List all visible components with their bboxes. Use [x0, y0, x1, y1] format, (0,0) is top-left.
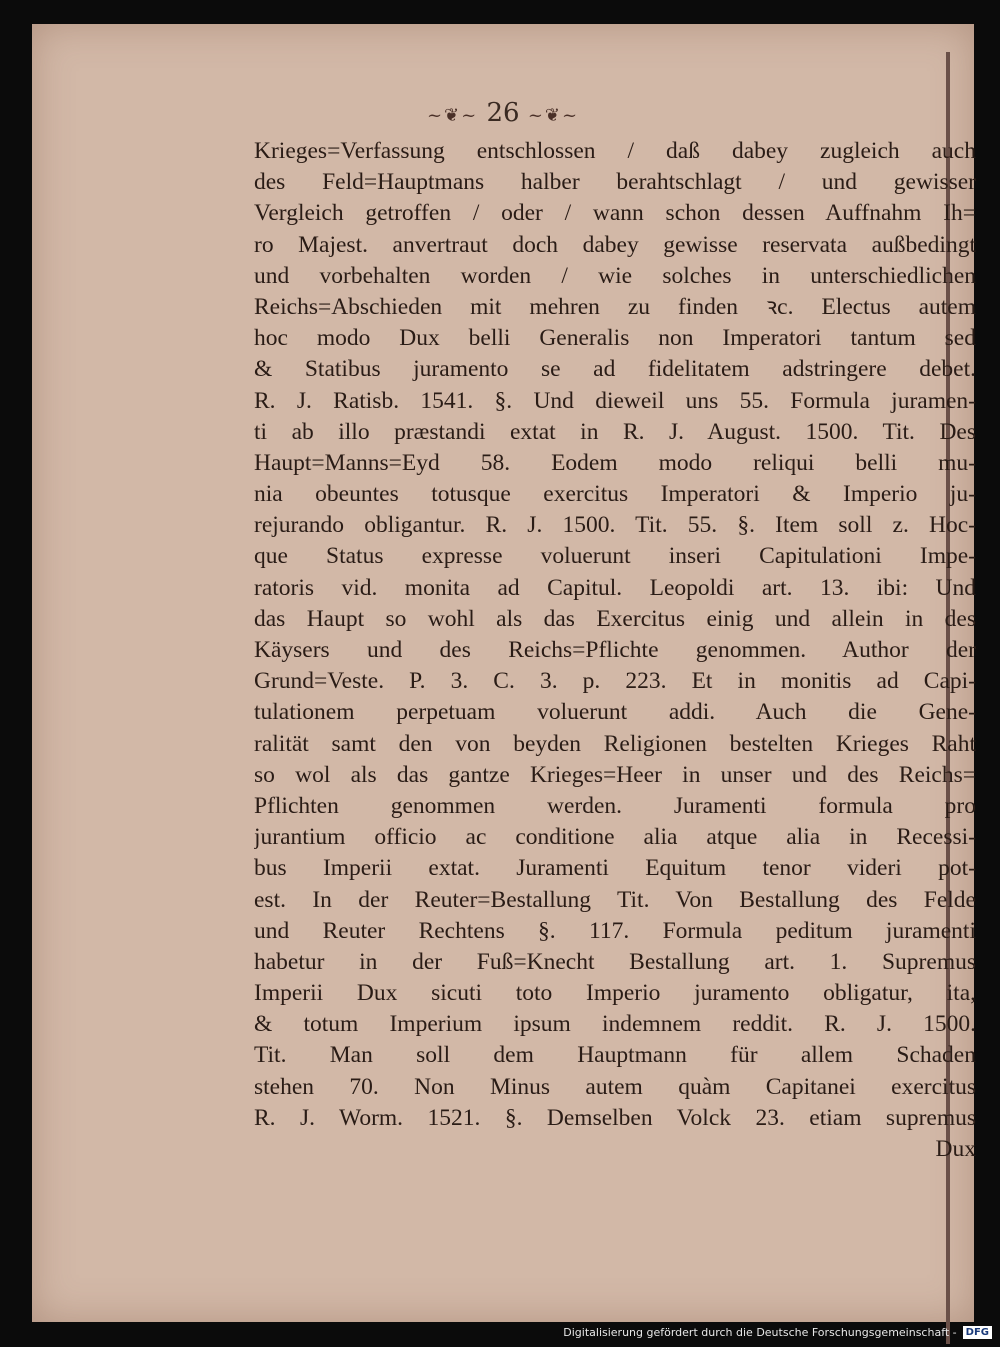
- text-line: das Haupt so wohl als das Exercitus einig und allein in des: [254, 605, 976, 632]
- text-line: ralität samt den von beyden Religionen bestelten Krieges Raht: [254, 730, 976, 757]
- text-line: ratoris vid. monita ad Capitul. Leopoldi art. 13. ibi: Und: [254, 574, 976, 601]
- text-line: und vorbehalten worden / wie solches in unterschiedlichen: [254, 262, 976, 289]
- text-line: Grund=Veste. P. 3. C. 3. p. 223. Et in monitis ad Capi-: [254, 668, 976, 695]
- text-line: nia obeuntes totusque exercitus Imperatori & Imperio ju-: [254, 481, 976, 508]
- text-line: & Statibus juramento se ad fidelitatem adstringere debet.: [254, 356, 976, 383]
- text-line: que Status expresse voluerunt inseri Capitulationi Impe-: [254, 543, 976, 570]
- dfg-logo: DFG: [963, 1326, 992, 1339]
- text-line: R. J. Ratisb. 1541. §. Und dieweil uns 55. Formula juramen-: [254, 387, 976, 414]
- text-line: des Feld=Hauptmans halber berahtschlagt / und gewisser: [254, 169, 976, 196]
- text-line: ro Majest. anvertraut doch dabey gewisse reservata außbedingt: [254, 231, 976, 258]
- text-line: Käysers und des Reichs=Pflichte genommen. Author der: [254, 637, 976, 663]
- text-line: Dux: [935, 1136, 976, 1162]
- text-line: est. In der Reuter=Bestallung Tit. Von Bestallung des Felde: [254, 886, 976, 913]
- text-line: hoc modo Dux belli Generalis non Imperatori tantum sed: [254, 325, 976, 352]
- text-line: tulationem perpetuam voluerunt addi. Auch die Gene-: [254, 699, 976, 726]
- body-text: [254, 136, 976, 1165]
- text-line: bus Imperii extat. Juramenti Equitum tenor videri pot-: [254, 855, 976, 882]
- text-line: Tit. Man soll dem Hauptmann für allem Schaden: [254, 1042, 976, 1069]
- footer-credit: Digitalisierung gefördert durch die Deutsche Forschungsgemeinschaft -: [563, 1326, 957, 1339]
- text-line: und Reuter Rechtens §. 117. Formula peditum juramenti: [254, 917, 976, 944]
- text-line: stehen 70. Non Minus autem quàm Capitanei exercitus: [254, 1073, 976, 1100]
- text-line: Haupt=Manns=Eyd 58. Eodem modo reliqui belli mu-: [254, 449, 976, 476]
- page-number: 26: [486, 98, 520, 128]
- text-line: Pflichten genommen werden. Juramenti formula pro: [254, 792, 976, 819]
- text-line: rejurando obligantur. R. J. 1500. Tit. 55. §. Item soll z. Hoc-: [254, 512, 976, 539]
- text-line: so wol als das gantze Krieges=Heer in unser und des Reichs=: [254, 761, 976, 788]
- text-line: Reichs=Abschieden mit mehren zu finden ꝛc. Electus autem: [254, 293, 976, 320]
- page-header: [32, 98, 974, 128]
- text-line: & totum Imperium ipsum indemnem reddit. R. J. 1500.: [254, 1011, 976, 1038]
- text-line: Imperii Dux sicuti toto Imperio juramento obligatur, ita,: [254, 980, 976, 1007]
- text-line: Vergleich getroffen / oder / wann schon dessen Auffnahm Ih=: [254, 200, 976, 227]
- text-line: habetur in der Fuß=Knecht Bestallung art. 1. Supremus: [254, 948, 976, 975]
- text-line: Krieges=Verfassung entschlossen / daß dabey zugleich auch: [254, 138, 976, 164]
- digitization-footer: [563, 1326, 992, 1339]
- ornament-right: ~❦~: [527, 105, 580, 126]
- book-page: [32, 24, 974, 1322]
- ornament-left: ~❦~: [426, 105, 479, 126]
- text-line: R. J. Worm. 1521. §. Demselben Volck 23. etiam supremus: [254, 1104, 976, 1131]
- text-line: ti ab illo præstandi extat in R. J. August. 1500. Tit. Des: [254, 418, 976, 445]
- text-line: jurantium officio ac conditione alia atque alia in Recessi-: [254, 824, 976, 851]
